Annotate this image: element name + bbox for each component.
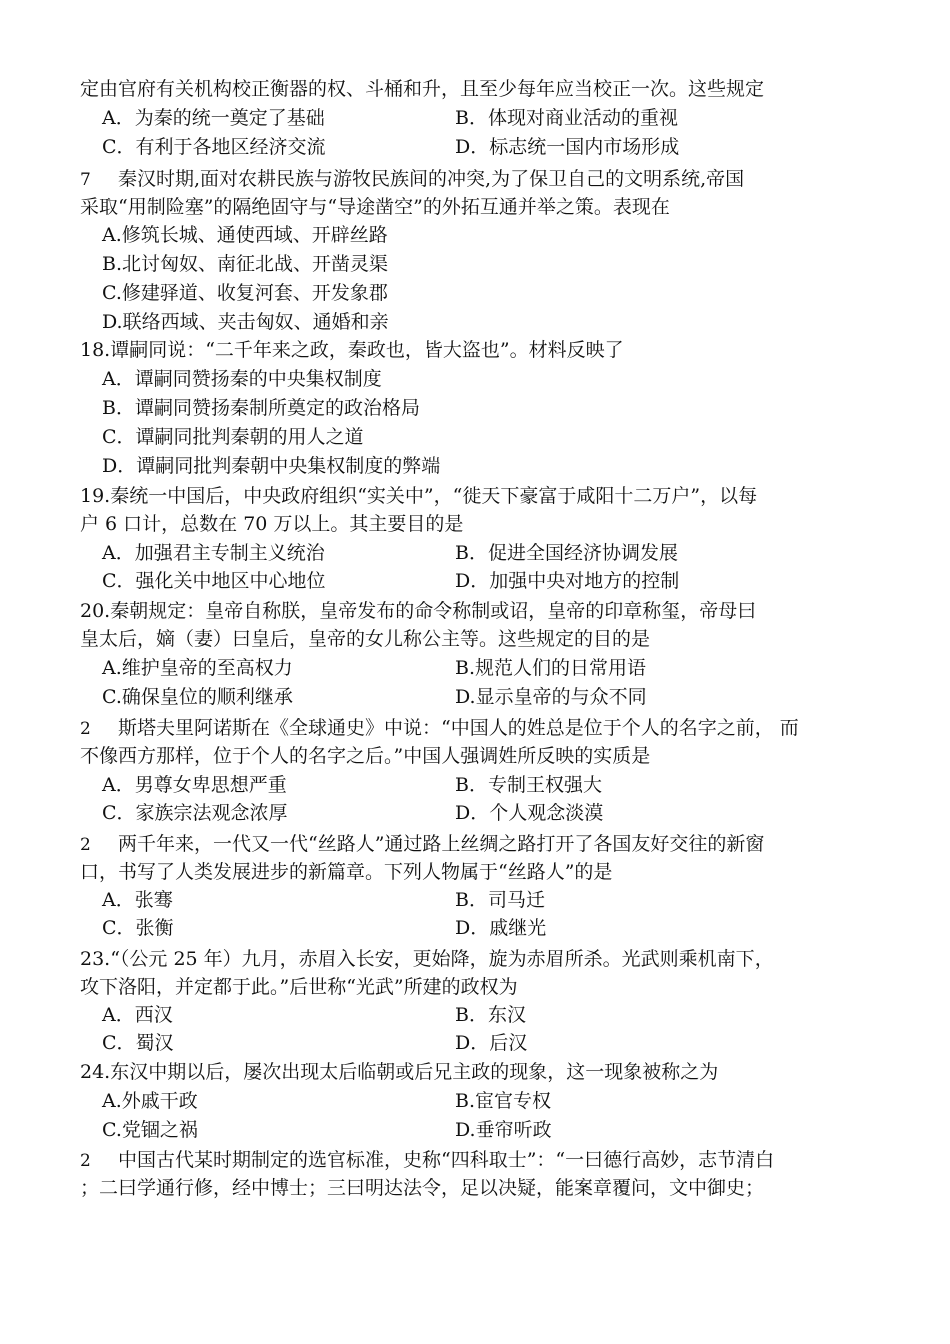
q21-stem-line1 <box>80 715 799 742</box>
q23-stem-line2: 攻下洛阳，并定都于此。”后世称“光武”所建的政权为 <box>80 976 518 998</box>
q22-stem-text: 两千年来，一代又一代“丝路人”通过路上丝绸之路打开了各国友好交往的新窗 <box>118 833 765 855</box>
q23-option-b: B．东汉 <box>455 1004 526 1026</box>
q22-option-b: B．司马迁 <box>455 889 545 911</box>
q22-option-d: D．戚继光 <box>455 917 547 939</box>
q22-number: 2 <box>80 835 91 855</box>
q17-stem-text: 秦汉时期,面对农耕民族与游牧民族间的冲突,为了保卫自己的文明系统,帝国 <box>118 168 745 190</box>
q19-option-c: C．强化关中地区中心地位 <box>102 570 326 592</box>
q19-option-d: D．加强中央对地方的控制 <box>455 570 680 592</box>
q19-option-a: A．加强君主专制主义统治 <box>102 542 325 564</box>
q20-stem-line1: 20.秦朝规定：皇帝自称朕，皇帝发布的命令称制或诏，皇帝的印章称玺，帝母曰 <box>80 600 757 622</box>
q22-stem-line1 <box>80 831 764 858</box>
q20-option-c: C.确保皇位的顺利继承 <box>102 686 293 708</box>
q20-stem-line2: 皇太后，嫡（妻）曰皇后，皇帝的女儿称公主等。这些规定的目的是 <box>80 628 651 650</box>
q17-stem-line2: 采取“用制险塞”的隔绝固守与“导途凿空”的外拓互通并举之策。表现在 <box>80 196 670 218</box>
q21-option-d: D．个人观念淡漠 <box>455 802 604 824</box>
q21-option-a: A．男尊女卑思想严重 <box>102 774 287 796</box>
q17-option-a: A.修筑长城、通使西域、开辟丝路 <box>102 224 388 246</box>
q24-option-b: B.宦官专权 <box>455 1090 552 1112</box>
q25-stem-text: 中国古代某时期制定的选官标准，史称“四科取士”：“一曰德行高妙，志节清白 <box>118 1149 775 1171</box>
q17-number: 7 <box>80 170 91 190</box>
q17-option-d: D.联络西域、夹击匈奴、通婚和亲 <box>102 311 389 333</box>
q25-number: 2 <box>80 1151 91 1171</box>
q19-stem-line1: 19.秦统一中国后，中央政府组织“实关中”，“徙天下豪富于咸阳十二万户”，以每 <box>80 485 758 507</box>
q20-option-b: B.规范人们的日常用语 <box>455 657 647 679</box>
q18-option-a: A．谭嗣同赞扬秦的中央集权制度 <box>102 368 382 390</box>
q16-stem-tail: 定由官府有关机构校正衡器的权、斗桶和升，且至少每年应当校正一次。这些规定 <box>80 78 765 100</box>
q16-option-d: D．标志统一国内市场形成 <box>455 136 680 158</box>
q22-option-c: C．张衡 <box>102 917 174 939</box>
q21-stem-text: 斯塔夫里阿诺斯在《全球通史》中说：“中国人的姓总是位于个人的名字之前， 而 <box>118 717 799 739</box>
q24-option-d: D.垂帘听政 <box>455 1119 552 1141</box>
q25-stem-line1 <box>80 1147 774 1174</box>
q22-option-a: A．张骞 <box>102 889 173 911</box>
q21-stem-line2: 不像西方那样，位于个人的名字之后。”中国人强调姓所反映的实质是 <box>80 745 651 767</box>
q21-option-c: C．家族宗法观念浓厚 <box>102 802 288 824</box>
q18-option-c: C．谭嗣同批判秦朝的用人之道 <box>102 426 364 448</box>
q23-option-c: C．蜀汉 <box>102 1032 174 1054</box>
q16-option-b: B．体现对商业活动的重视 <box>455 107 678 129</box>
q16-option-c: C．有利于各地区经济交流 <box>102 136 326 158</box>
q24-option-c: C.党锢之祸 <box>102 1119 198 1141</box>
q18-option-b: B．谭嗣同赞扬秦制所奠定的政治格局 <box>102 397 420 419</box>
q20-option-d: D.显示皇帝的与众不同 <box>455 686 647 708</box>
q21-option-b: B．专制王权强大 <box>455 774 602 796</box>
q22-stem-line2: 口，书写了人类发展进步的新篇章。下列人物属于“丝路人”的是 <box>80 861 613 883</box>
q23-option-d: D．后汉 <box>455 1032 528 1054</box>
q24-stem: 24.东汉中期以后，屡次出现太后临朝或后兄主政的现象，这一现象被称之为 <box>80 1061 719 1083</box>
q18-stem: 18.谭嗣同说：“二千年来之政，秦政也，皆大盗也”。材料反映了 <box>80 339 624 361</box>
q17-option-c: C.修建驿道、收复河套、开发象郡 <box>102 282 388 304</box>
q24-option-a: A.外戚干政 <box>102 1090 198 1112</box>
q18-option-d: D．谭嗣同批判秦朝中央集权制度的弊端 <box>102 455 441 477</box>
q17-stem-line1 <box>80 166 744 193</box>
q23-option-a: A．西汉 <box>102 1004 173 1026</box>
q25-stem-line2: ；二曰学通行修，经中博士；三曰明达法令，足以决疑，能案章覆问，文中御史； <box>80 1177 765 1199</box>
q16-option-a: A．为秦的统一奠定了基础 <box>102 107 325 129</box>
q20-option-a: A.维护皇帝的至高权力 <box>102 657 293 679</box>
q21-number: 2 <box>80 719 91 739</box>
q23-stem-line1: 23.“（公元 25 年）九月，赤眉入长安，更始降，旋为赤眉所杀。光武则乘机南下， <box>80 948 774 970</box>
q19-stem-line2: 户 6 口计，总数在 70 万以上。其主要目的是 <box>80 513 464 535</box>
q17-option-b: B.北讨匈奴、南征北战、开凿灵渠 <box>102 253 389 275</box>
q19-option-b: B．促进全国经济协调发展 <box>455 542 678 564</box>
